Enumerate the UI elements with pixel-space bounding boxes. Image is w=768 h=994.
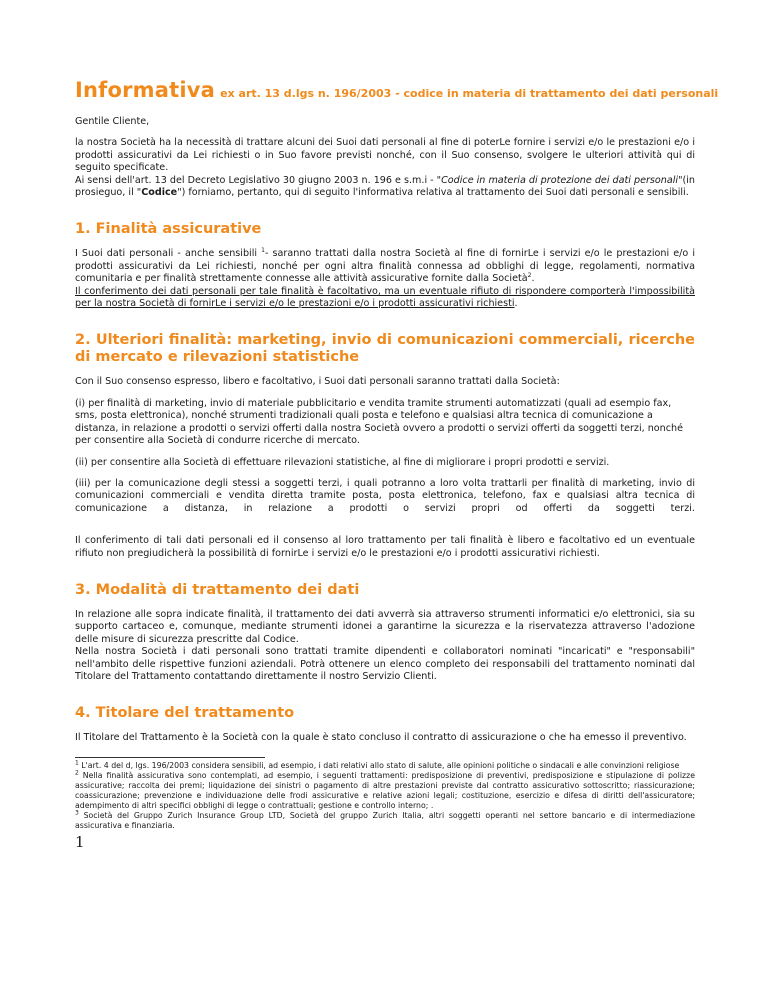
footnote-1: $^1$ L'art. 4 del d, lgs. 196/2003 considera sensibili, ad esempio, i dati relativi allo stato di salute, alle opinioni politiche o sindacali e alle convinzioni religiose xyxy=(75,759,680,770)
document-title xyxy=(75,78,719,102)
footnote-ref-2[interactable]: 2 xyxy=(527,272,532,280)
document-page xyxy=(75,78,719,851)
page-number: 1 xyxy=(75,832,85,851)
section-2-item-1: (i) per finalità di marketing, invio di materiale pubblicitario e vendita tramite strumenti automatizzati (quali ad esempio fax, sms, posta elettronica), nonché strumenti tradizionali quali posta e telefono e qualsiasi altra tecnica di comunicazione a distanza, in relazione a prodotti o servizi offerti dalla nostra Società ovvero a prodotti o servizi offerti da soggetti terzi, nonché per consentire alla Società di condurre ricerche di mercato. xyxy=(75,397,684,447)
section-3-paragraph-2: Nella nostra Società i dati personali sono trattati tramite dipendenti e collaboratori nominati "incaricati" e "responsabili" nell'ambito delle rispettive funzioni aziendali. Potrà ottenere un elenco completo dei responsabili del trattamento nominati dal Titolare del Trattamento contattando direttamente il nostro Servizio Clienti. xyxy=(75,646,695,682)
intro-paragraph: la nostra Società ha la necessità di trattare alcuni dei Suoi dati personali al fine di poterLe fornire i servizi e/o le prestazioni e/o i prodotti assicurativi da Lei richiesti o in Suo favore previsti nonché, con il Suo consenso, svolgere le ulteriori attività qui di seguito specificate. xyxy=(75,137,695,174)
footnote-divider xyxy=(75,757,265,758)
section-2-heading: 2. Ulteriori finalità: marketing, invio di comunicazioni commerciali, ricerche di mercato e rilevazioni statistiche xyxy=(75,332,695,366)
title-main: Informativa xyxy=(75,78,216,102)
section-3-heading: 3. Modalità di trattamento dei dati xyxy=(75,581,360,598)
footnote-3: $^3$ Società del Gruppo Zurich Insurance Group LTD, Società del gruppo Zurich Italia, altri soggetti operanti nel settore bancario e di intermediazione assicurativa e finanziaria. xyxy=(75,809,695,830)
section-1-heading: 1. Finalità assicurative xyxy=(75,221,262,238)
section-4-heading: 4. Titolare del trattamento xyxy=(75,705,295,722)
section-1-paragraph: I Suoi dati personali - anche sensibili $^1$- saranno trattati dalla nostra Società al fine di fornirLe i servizi e/o le prestazioni e/o i prodotti assicurativi da Lei richiesti, nonché per ogni altra finalità connessa ad obblighi di legge, regolamenti, normativa comunitaria e per finalità strettamente connesse alle attività assicurative fornite dalla Società$^2$. xyxy=(75,247,695,285)
section-2-item-3: (iii) per la comunicazione degli stessi a soggetti terzi, i quali potranno a loro volta trattarli per finalità di marketing, invio di comunicazioni commerciali e vendita diretta tramite posta, posta elettronica, telefono, fax e qualsiasi altra tecnica di comunicazione a distanza, in relazione a prodotti o servizi propri od offerti da soggetti terzi. xyxy=(75,477,695,514)
footnote-2: $^2$ Nella finalità assicurativa sono contemplati, ad esempio, i seguenti trattamenti: predisposizione di preventivi, predisposizione e stipulazione di polizze assicurative; raccolta dei premi; liquidazione dei sinistri o pagamento di altre prestazioni previste dal contratto assicurativo sottoscritto; riassicurazione; coassicurazione; prevenzione e individuazione delle frodi assicurative e relative azioni legali; costituzione, esercizio e difesa di diritti dell'assicuratore; adempimento di altri specifici obblighi di legge o contrattuali; gestione e controllo interno; . xyxy=(75,769,695,810)
section-2-closing: Il conferimento di tali dati personali ed il consenso al loro trattamento per tali finalità è libero e facoltativo ed un eventuale rifiuto non pregiudicherà la possibilità di fornirLe i servizi e/o le prestazioni e/o i prodotti assicurativi richiesti. xyxy=(75,535,695,559)
intro-legal-paragraph: Ai sensi dell'art. 13 del Decreto Legislativo 30 giugno 2003 n. 196 e s.m.i - "Codice in materia di protezione dei dati personali"(in prosieguo, il "Codice") forniamo, pertanto, qui di seguito l'informativa relativa al trattamento dei Suoi dati personali e sensibili. xyxy=(75,174,695,199)
section-2-item-2: (ii) per consentire alla Società di effettuare rilevazioni statistiche, al fine di migliorare i propri prodotti e servizi. xyxy=(75,456,610,468)
greeting: Gentile Cliente, xyxy=(75,116,150,127)
title-subtitle: ex art. 13 d.lgs n. 196/2003 - codice in materia di trattamento dei dati personali xyxy=(220,87,719,100)
footnote-ref-1[interactable]: 1 xyxy=(261,247,265,255)
section-1-underlined-paragraph: Il conferimento dei dati personali per tale finalità è facoltativo, ma un eventuale rifiuto di rispondere comporterà l'impossibilità per la nostra Società di fornirLe i servizi e/o le prestazioni e/o i prodotti assicurativi richiesti. xyxy=(75,285,695,310)
section-2-intro: Con il Suo consenso espresso, libero e facoltativo, i Suoi dati personali saranno trattati dalla Società: xyxy=(75,376,560,388)
section-3-paragraph-1: In relazione alle sopra indicate finalità, il trattamento dei dati avverrà sia attraverso strumenti informatici e/o elettronici, sia su supporto cartaceo e, comunque, mediante strumenti idonei a garantirne la sicurezza e la riservatezza attraverso l'adozione delle misure di sicurezza prescritte dal Codice. xyxy=(75,608,695,645)
footnotes xyxy=(75,757,695,851)
section-4-paragraph: Il Titolare del Trattamento è la Società con la quale è stato concluso il contratto di assicurazione o che ha emesso il preventivo. xyxy=(75,732,687,744)
